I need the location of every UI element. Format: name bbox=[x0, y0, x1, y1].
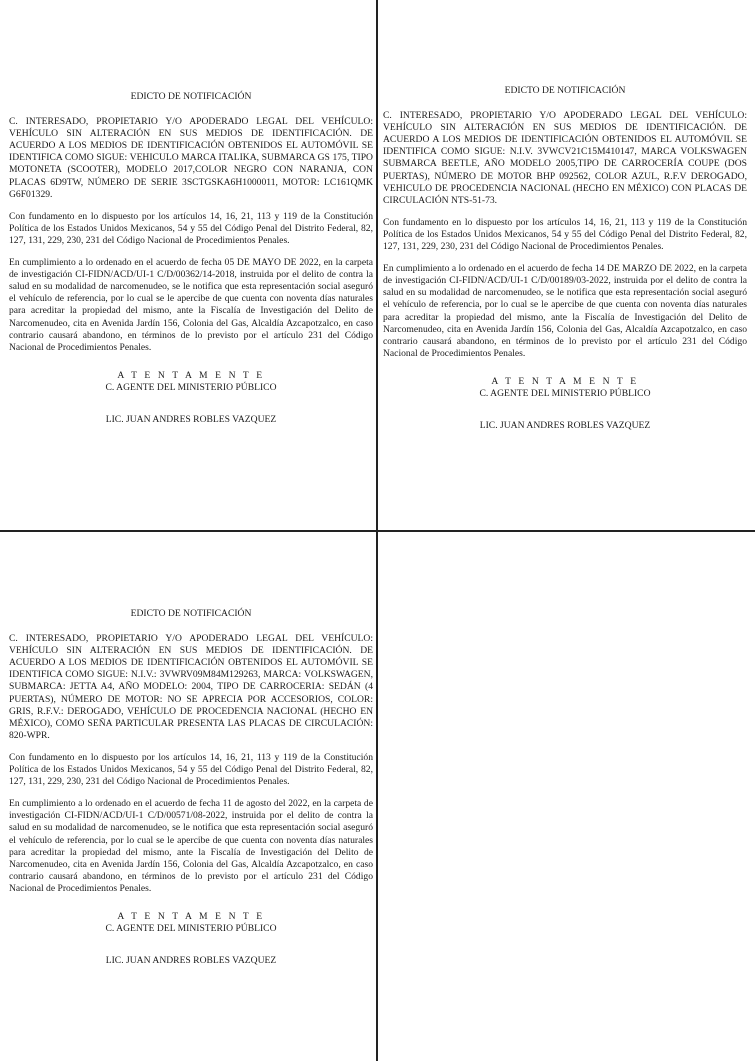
legal-basis-paragraph: Con fundamento en lo dispuesto por los artículos 14, 16, 21, 113 y 119 de la Constitución Política de los Estados Unidos Mexicanos, 54 y 55 del Código Penal del Distrito Federal, 82, 127, 131, 229, 230, 231 del Código Nacional de Procedimientos Penales. bbox=[9, 210, 373, 246]
signature-block bbox=[9, 370, 373, 426]
agent-title: C. AGENTE DEL MINISTERIO PÚBLICO bbox=[479, 387, 651, 399]
legal-basis-paragraph: Con fundamento en lo dispuesto por los artículos 14, 16, 21, 113 y 119 de la Constitución Política de los Estados Unidos Mexicanos, 54 y 55 del Código Penal del Distrito Federal, 82, 127, 131, 229, 230, 231 del Código Nacional de Procedimientos Penales. bbox=[9, 751, 373, 788]
edicto-title: EDICTO DE NOTIFICACIÓN bbox=[504, 85, 626, 96]
vehicle-paragraph: C. INTERESADO, PROPIETARIO Y/O APODERADO LEGAL DEL VEHÍCULO: VEHÍCULO SIN ALTERACIÓN EN SUS MEDIOS DE IDENTIFICACIÓN. DE ACUERDO A LOS MEDIOS DE IDENTIFICACIÓN OBTENIDOS EL AUTOMÓVIL SE IDENTIFICA COMO SIGUE: N.I.V. 3VWCV21C15M410147, MARCA VOLKSWAGEN SUBMARCA BEETLE, AÑO MODELO 2005,TIPO DE CARROCERÍA COUPE (DOS PUERTAS), NÚMERO DE MOTOR BHP 092562, COLOR AZUL, R.F.V DEROGADO, VEHICULO DE PROCEDENCIA NACIONAL (HECHO EN MÉXICO) CON PLACAS DE CIRCULACIÓN NTS-51-73. bbox=[383, 110, 747, 206]
edicto-title: EDICTO DE NOTIFICACIÓN bbox=[130, 608, 252, 619]
signer-name: LIC. JUAN ANDRES ROBLES VAZQUEZ bbox=[479, 420, 651, 432]
vehicle-paragraph: C. INTERESADO, PROPIETARIO Y/O APODERADO LEGAL DEL VEHÍCULO: VEHÍCULO SIN ALTERACIÓN EN SUS MEDIOS DE IDENTIFICACIÓN. DE ACUERDO A LOS MEDIOS DE IDENTIFICACIÓN OBTENIDOS EL AUTOMÓVIL SE IDENTIFICA COMO SIGUE: VEHICULO MARCA ITALIKA, SUBMARCA GS 175, TIPO MOTONETA (SCOOTER), MODELO 2017,COLOR NEGRO CON NARANJA, CON PLACAS 6D9TW, NÚMERO DE SERIE 3SCTGSKA6H1000011, MOTOR: LC161QMK G6F01329. bbox=[9, 116, 373, 200]
empty-cell bbox=[378, 532, 755, 1061]
agent-title: C. AGENTE DEL MINISTERIO PÚBLICO bbox=[105, 381, 277, 393]
atentamente: A T E N T A M E N T E bbox=[491, 375, 639, 387]
legal-basis-paragraph: Con fundamento en lo dispuesto por los artículos 14, 16, 21, 113 y 119 de la Constitución Política de los Estados Unidos Mexicanos, 54 y 55 del Código Penal del Distrito Federal, 82, 127, 131, 229, 230, 231 del Código Nacional de Procedimientos Penales. bbox=[383, 216, 747, 253]
atentamente: A T E N T A M E N T E bbox=[117, 369, 265, 381]
signature-block bbox=[9, 911, 373, 967]
atentamente: A T E N T A M E N T E bbox=[117, 910, 265, 922]
agent-title: C. AGENTE DEL MINISTERIO PÚBLICO bbox=[105, 923, 277, 935]
order-paragraph: En cumplimiento a lo ordenado en el acuerdo de fecha 05 DE MAYO DE 2022, en la carpeta de investigación CI-FIDN/ACD/UI-1 C/D/00362/14-2018, instruida por el delito de contra la salud en su modalidad de narcomenudeo, se le notifica que esta representación social aseguró el vehículo de referencia, por lo cual se le apercibe de que cuenta con noventa días naturales para acreditar la propiedad del mismo, ante la Fiscalía de Investigación del Delito de Narcomenudeo, cita en Avenida Jardín 156, Colonia del Gas, Alcaldía Azcapotzalco, en caso contrario causará abandono, en términos de lo previsto por el artículo 231 del Código Nacional de Procedimientos Penales. bbox=[9, 257, 373, 353]
edicto-top-right bbox=[383, 85, 747, 432]
order-paragraph: En cumplimiento a lo ordenado en el acuerdo de fecha 14 DE MARZO DE 2022, en la carpeta de investigación CI-FIDN/ACD/UI-1 C/D/00189/03-2022, instruida por el delito de contra la salud en su modalidad de narcomenudeo, se le notifica que esta representación social aseguró el vehículo de referencia, por lo cual se le apercibe de que cuenta con noventa días naturales para acreditar la propiedad del mismo, ante la Fiscalía de Investigación del Delito de Narcomenudeo, cita en Avenida Jardín 156, Colonia del Gas, Alcaldía Azcapotzalco, en caso contrario causará abandono, en términos de lo previsto por el artículo 231 del Código Nacional de Procedimientos Penales. bbox=[383, 263, 747, 359]
signer-name: LIC. JUAN ANDRES ROBLES VAZQUEZ bbox=[105, 955, 277, 967]
edicto-bottom-left bbox=[9, 608, 373, 967]
vehicle-paragraph: C. INTERESADO, PROPIETARIO Y/O APODERADO LEGAL DEL VEHÍCULO: VEHÍCULO SIN ALTERACIÓN EN SUS MEDIOS DE IDENTIFICACIÓN. DE ACUERDO A LOS MEDIOS DE IDENTIFICACIÓN OBTENIDOS EL AUTOMÓVIL SE IDENTIFICA COMO SIGUE: N.I.V.: 3VWRV09M84M129263, MARCA: VOLKSWAGEN, SUBMARCA: JETTA A4, AÑO MODELO: 2004, TIPO DE CARROCERIA: SEDÁN (4 PUERTAS), NÚMERO DE MOTOR: NO SE APRECIA POR ACCESORIOS, COLOR: GRIS, R.F.V.: DEROGADO, VEHÍCULO DE PROCEDENCIA NACIONAL (HECHO EN MÉXICO), COMO SEÑA PARTICULAR PRESENTA LAS PLACAS DE CIRCULACIÓN: 820-WPR. bbox=[9, 633, 373, 741]
signer-name: LIC. JUAN ANDRES ROBLES VAZQUEZ bbox=[105, 413, 277, 425]
edicto-top-left bbox=[9, 91, 373, 426]
order-paragraph: En cumplimiento a lo ordenado en el acuerdo de fecha 11 de agosto del 2022, en la carpeta de investigación CI-FIDN/ACD/UI-1 C/D/00571/08-2022, instruida por el delito de contra la salud en su modalidad de narcomenudeo, se le notifica que esta representación social aseguró el vehículo de referencia, por lo cual se le apercibe de que cuenta con noventa días naturales para acreditar la propiedad del mismo, ante la Fiscalía de Investigación del Delito de Narcomenudeo, cita en Avenida Jardín 156, Colonia del Gas, Alcaldía Azcapotzalco, en caso contrario causará abandono, en términos de lo previsto por el artículo 231 del Código Nacional de Procedimientos Penales. bbox=[9, 798, 373, 894]
edicto-title: EDICTO DE NOTIFICACIÓN bbox=[130, 91, 252, 102]
signature-block bbox=[383, 376, 747, 432]
